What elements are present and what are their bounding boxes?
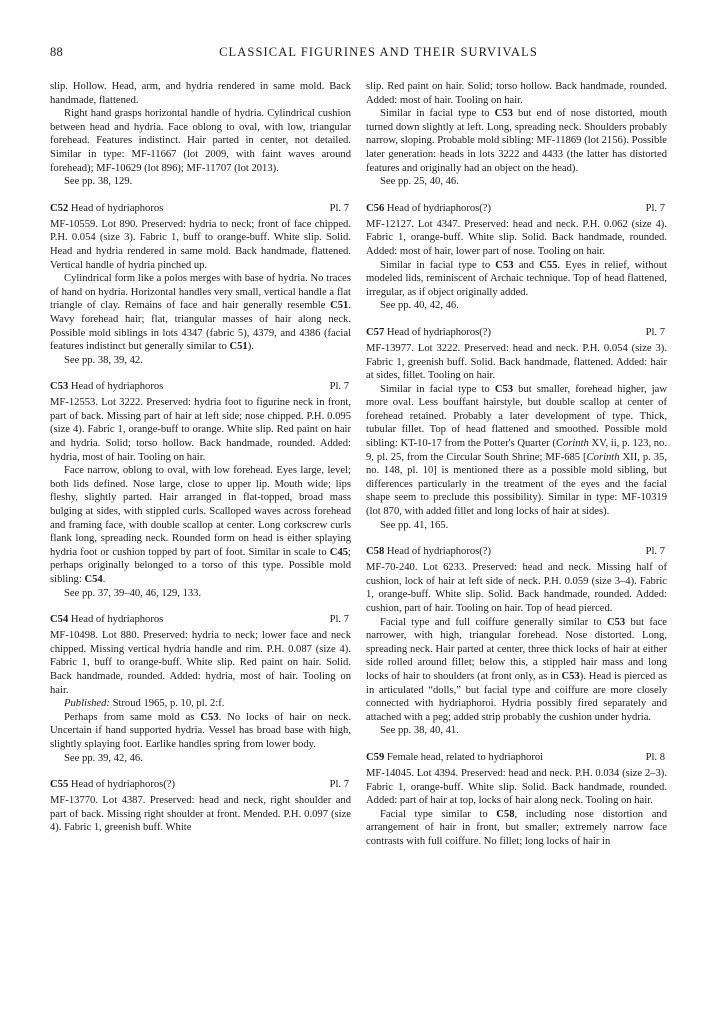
entry-description: MF-10498. Lot 880. Preserved: hydria to neck; lower face and neck chipped. Missing vertical hydria handle and rim. P.H. 0.087 (size 4). Fabric 1, buff to orange-buff. White slip. Red paint on hair. Solid. Back handmade, rounded. Added: hydria, most of hair. Tooling on hair. — [50, 630, 351, 696]
plate-reference: Pl. 7 — [329, 614, 349, 626]
entry-title: Head of hydriaphoros(?) — [386, 546, 492, 558]
continued-paragraph: Similar in facial type to C53 but end of nose distorted, mouth turned down slightly at left. Long, spreading neck. Shoulders probably narrow, sloping. Probable mold sibling: MF-11869 (lot 2156). Possible later generation: heads in lots 3222 and 4433 (the latter has distorted features and originally had an object on the head). — [366, 108, 667, 174]
published-label: Published: — [64, 698, 110, 710]
plate-reference: Pl. 7 — [645, 326, 665, 338]
see-pages: See pp. 38, 40, 41. — [380, 725, 459, 737]
continued-paragraph: slip. Red paint on hair. Solid; torso hollow. Back handmade, rounded. Added: most of hair. Tooling on hair. — [366, 81, 667, 106]
cross-reference: C53 — [495, 259, 514, 271]
entry-title: Head of hydriaphoros(?) — [386, 202, 492, 214]
journal-title: Corinth — [586, 451, 620, 463]
entry-title: Head of hydriaphoros(?) — [386, 326, 492, 338]
entry-title: Female head, related to hydriaphoroi — [386, 751, 544, 763]
catalog-number: C57 — [366, 326, 385, 338]
catalog-number: C53 — [50, 381, 69, 393]
entry-description: MF-12127. Lot 4347. Preserved: head and neck. P.H. 0.062 (size 4). Fabric 1, orange-buff. White slip. Solid. Back handmade, rounded. Added: most of hair, lower part of nose. Tooling on hair. — [366, 218, 667, 257]
entry-commentary: Facial type and full coiffure generally similar to C53 but face narrower, with high, triangular forehead. Nose distorted. Long, spreading neck. Hair parted at center, three thick locks of hair at either side rolled around fillet; below this, a stippled hair mass and long locks of hair to shoulders (at front only, as in C53). Head is pierced as in articulated “dolls,” but facial type and coiffure are more closely connected with hydriaphoroi. Hydria possibly fired separately and attached with a peg; added strip probably the cushion under hydria. — [366, 616, 668, 723]
see-pages: See pp. 40, 42, 46. — [380, 300, 459, 312]
entry-heading — [366, 545, 667, 559]
catalog-number: C54 — [50, 614, 69, 626]
cross-reference: C53 — [606, 616, 626, 628]
cross-reference: C54 — [84, 574, 103, 585]
see-pages: See pp. 39, 42, 46. — [64, 752, 143, 764]
see-pages: See pp. 25, 40, 46. — [380, 176, 459, 188]
journal-title: Corinth — [555, 438, 589, 450]
entry-description: MF-14045. Lot 4394. Preserved: head and neck. P.H. 0.034 (size 2–3). Fabric 1, orange-buff. White slip. Solid. Back handmade, rounded. Added: part of hair at top, locks of hair along neck. Tooling on hair. — [366, 767, 667, 807]
entry-description: MF-70-240. Lot 6233. Preserved: head and neck. Missing half of cushion, lock of hair at left side of neck. P.H. 0.059 (size 3–4). Fabric 1, orange-buff. White slip. Solid. Back handmade, rounded. Added: cushion, part of hair. Tooling on hair. Top of head pierced. — [366, 562, 667, 614]
continued-paragraph: slip. Hollow. Head, arm, and hydria rendered in same mold. Back handmade, flattened. — [50, 81, 351, 106]
plate-reference: Pl. 7 — [645, 546, 665, 558]
entry-title: Head of hydriaphoros(?) — [70, 779, 176, 791]
entry-heading — [366, 202, 667, 216]
entry-description: MF-10559. Lot 890. Preserved: hydria to neck; front of face chipped. P.H. 0.054 (size 3). Fabric 1, buff to orange-buff. White slip. Solid. Head and hydria rendered in same mold. Back handmade, flattened. Vertical handle of hydria pinched up. — [50, 218, 351, 271]
page-header — [50, 46, 667, 64]
entry-title: Head of hydriaphoros — [70, 202, 164, 214]
plate-reference: Pl. 7 — [645, 202, 665, 214]
catalog-entry-c57 — [366, 326, 667, 532]
catalog-entry-c54 — [50, 613, 351, 765]
entry-commentary: Similar in facial type to C53 but smaller, forehead higher, jaw more oval. Less bouffant hairstyle, but double scallop at center of forehead retained. Probably a later development of type. Thick, tubular fillet. Top of head flattened and smoothed. Possible mold sibling: KT-10-17 from the Potter's Quarter (Corinth XV, ii, p. 123, no. 9, pl. 25, from the Circular South Shrine; MF-685 [Corinth XII, p. 35, no. 148, pl. 10] is mentioned there as a possible mold sibling, but differences particularly in the treatment of the eyes and the facial shape seem to preclude this possibility). Similar in type: MF-10319 (lot 870, with added fillet and long locks of hair at sides). — [366, 383, 668, 518]
see-pages: See pp. 37, 39–40, 46, 129, 133. — [64, 587, 202, 599]
left-column — [50, 80, 351, 849]
catalog-number: C59 — [366, 751, 385, 763]
see-pages: See pp. 38, 129. — [64, 176, 133, 188]
cross-reference: C51 — [330, 300, 349, 312]
catalog-entry-c58 — [366, 545, 667, 738]
entry-heading — [50, 778, 351, 792]
see-pages: See pp. 41, 165. — [380, 519, 449, 531]
plate-reference: Pl. 8 — [645, 751, 665, 763]
entry-heading — [50, 613, 351, 627]
cross-reference: C53 — [494, 108, 513, 120]
catalog-number: C58 — [366, 546, 385, 558]
cross-reference: C53 — [494, 383, 514, 395]
catalog-number: C55 — [50, 779, 69, 791]
plate-reference: Pl. 7 — [329, 381, 349, 393]
catalog-number: C56 — [366, 202, 385, 214]
see-pages: See pp. 38, 39, 42. — [64, 354, 143, 366]
entry-description: MF-13770. Lot 4387. Preserved: head and neck, right shoulder and part of back. Missing right shoulder at front. Mended. P.H. 0.097 (size 4). Fabric 1, greenish buff. White — [50, 795, 351, 834]
entry-description: MF-12553. Lot 3222. Preserved: hydria foot to figurine neck in front, part of back. Missing part of hair at left side; nose chipped. P.H. 0.095 (size 4). Fabric 1, orange-buff to orange. White slip. Red paint on hair and hydria. Solid; torso hollow. Back handmade, rounded. Added: hydria, most of hair. Tooling on hair. — [50, 397, 351, 463]
cross-reference: C45 — [329, 546, 349, 558]
right-column — [366, 80, 667, 849]
catalog-entry-c52 — [50, 202, 351, 368]
plate-reference: Pl. 7 — [329, 779, 349, 791]
entry-commentary: Similar in facial type to C53 and C55. Eyes in relief, without modeled lids, reminiscent of Archaic technique. Top of head flattened, irregular, as if object originally added. — [366, 259, 667, 298]
cross-reference: C53 — [561, 670, 580, 682]
catalog-entry-c56 — [366, 202, 667, 313]
entry-title: Head of hydriaphoros — [70, 381, 164, 393]
entry-title: Head of hydriaphoros — [70, 614, 164, 626]
cross-reference: C55 — [539, 259, 558, 271]
published-reference: Published: Stroud 1965, p. 10, pl. 2:f. — [64, 698, 225, 710]
catalog-number: C52 — [50, 202, 69, 214]
entry-heading — [366, 326, 667, 340]
entry-commentary: Facial type similar to C58, including nose distortion and arrangement of hair in front, but smaller; extremely narrow face contrasts with full coiffure. No fillet; long locks of hair in — [366, 808, 667, 847]
entry-commentary: Perhaps from same mold as C53. No locks of hair on neck. Uncertain if hand supported hydria. Vessel has broad base with high, slightly splaying foot. Earlike handles spring from lower body. — [50, 711, 351, 750]
two-column-body — [50, 80, 667, 849]
cross-reference: C58 — [496, 808, 515, 820]
cross-reference: C53 — [200, 711, 219, 723]
continued-paragraph: Right hand grasps horizontal handle of hydria. Cylindrical cushion between head and hydria. Face oblong to oval, with low, triangular forehead. Features indistinct. Hair parted in center, not detailed. Similar in type: MF-11667 (lot 2009, with faint waves around forehead); MF-10629 (lot 896); MF-11707 (lot 2013). — [50, 108, 351, 174]
running-title: CLASSICAL FIGURINES AND THEIR SURVIVALS — [219, 45, 538, 59]
entry-description: MF-13977. Lot 3222. Preserved: head and neck. P.H. 0.054 (size 3). Fabric 1, greenish buff. Solid. Back handmade, flattened. Added: hair at sides, fillet. Tooling on hair. — [366, 342, 667, 382]
cross-reference: C51 — [229, 341, 248, 353]
plate-reference: Pl. 7 — [329, 202, 349, 214]
entry-commentary: Face narrow, oblong to oval, with low forehead. Eyes large, level; both lids defined. Nose large, close to upper lip. Mouth wide; lips fleshy, slightly parted. Hair arranged in flat-topped, broad mass bulging at sides, with stippled curls. Scalloped waves across forehead and framing face, with double scallop at center. Long corkscrew curls flank long, spreading neck. Rounded form on head is either splaying hydria foot or cushion topped by part of foot. Similar in scale to C45; perhaps originally belonged to a torso of this type. Possible mold sibling: C54. — [50, 465, 351, 585]
entry-heading — [50, 380, 351, 394]
entry-heading — [366, 751, 667, 765]
catalog-entry-c59 — [366, 751, 667, 849]
page-number: 88 — [50, 45, 63, 59]
catalog-entry-c53 — [50, 380, 351, 600]
catalog-entry-c55 — [50, 778, 351, 835]
entry-heading — [50, 202, 351, 216]
entry-commentary: Cylindrical form like a polos merges with base of hydria. No traces of hand on hydria. Horizontal handles very small, vertical handle a flat triangle of clay. Remains of face and hair generally resemble C51. Wavy forehead hair; flat, triangular masses of hair along neck. Possible mold siblings in lots 4347 (fabric 5), 4379, and 4386 (facial features indistinct but generally similar to C51). — [50, 273, 351, 353]
